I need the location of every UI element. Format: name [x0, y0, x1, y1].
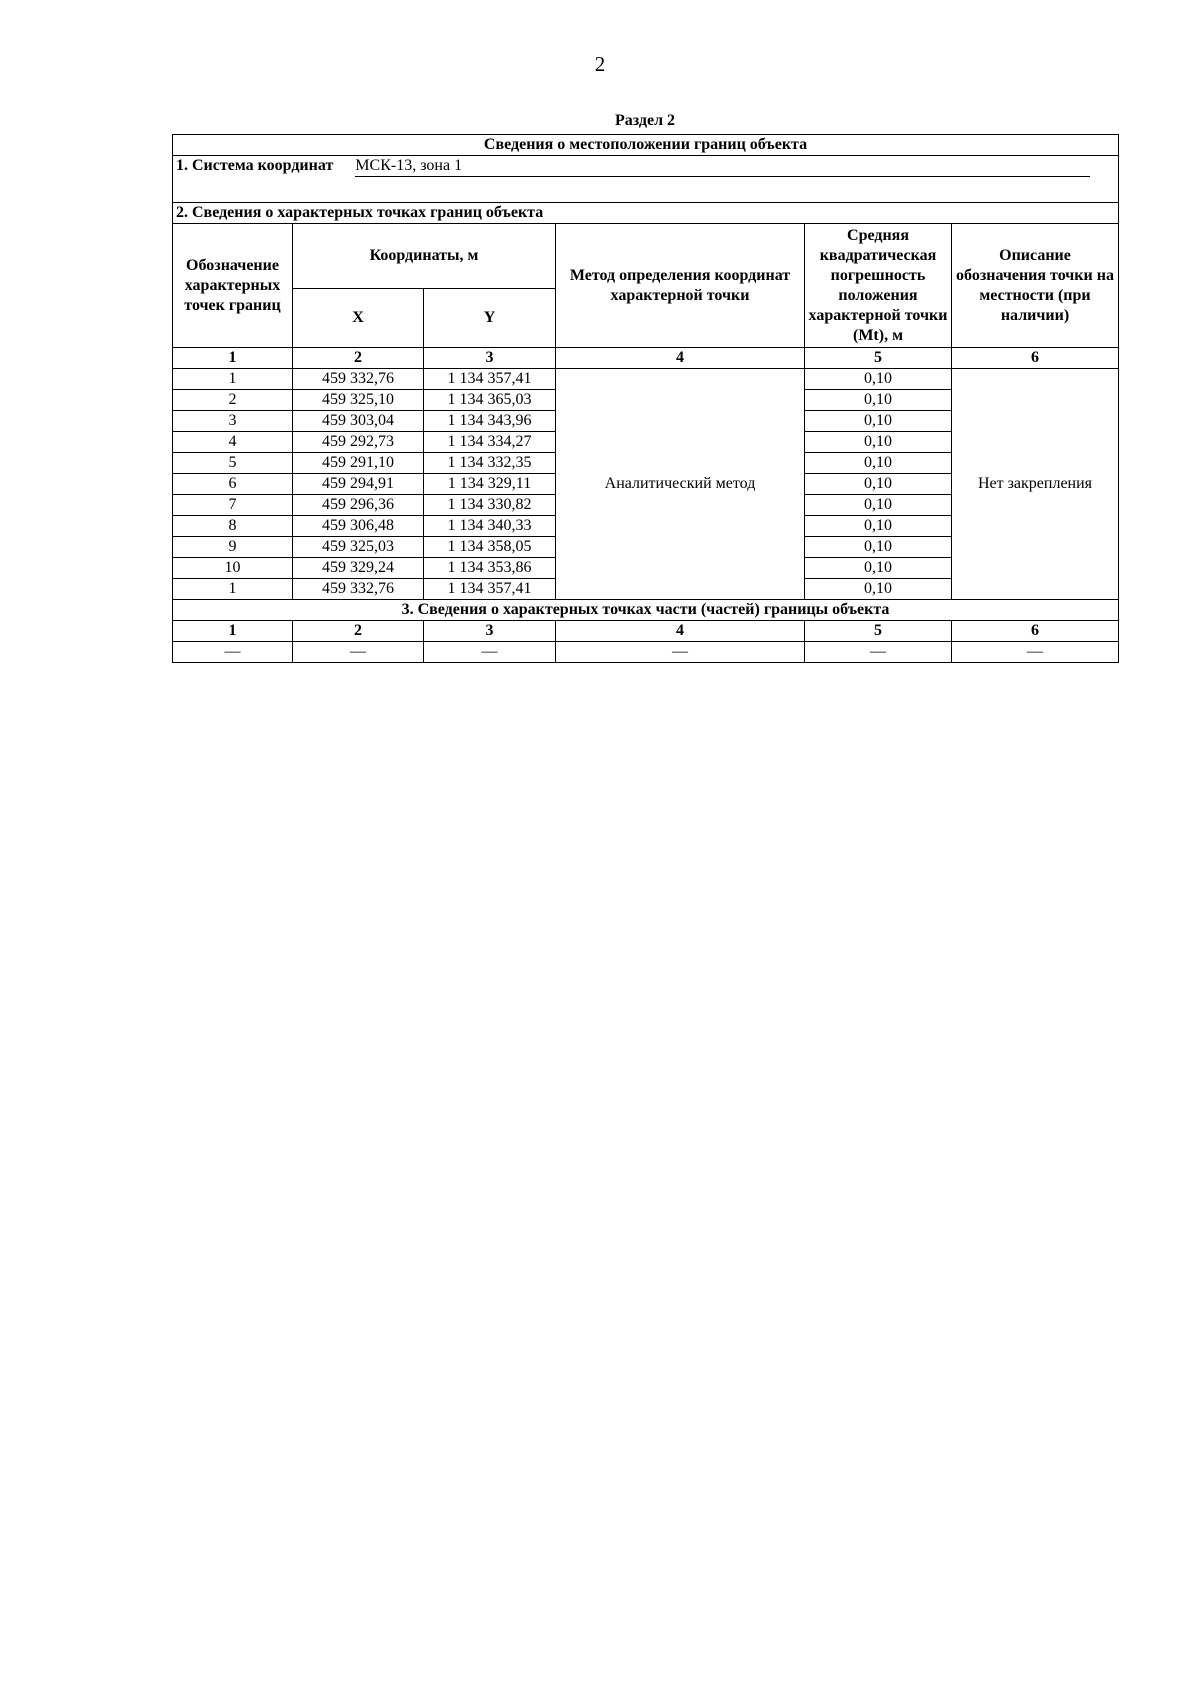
y-coordinate-cell: 1 134 332,35	[424, 453, 556, 474]
header-coords: Координаты, м	[293, 224, 556, 289]
column-number: 1	[173, 621, 293, 642]
point-id-cell: 7	[173, 495, 293, 516]
column-number: 3	[424, 348, 556, 369]
column-number: 2	[293, 348, 424, 369]
column-number: 3	[424, 621, 556, 642]
method-cell: Аналитический метод	[556, 369, 805, 600]
column-number: 4	[556, 348, 805, 369]
x-coordinate-cell: 459 325,03	[293, 537, 424, 558]
accuracy-cell: 0,10	[805, 411, 952, 432]
point-id-cell: 2	[173, 390, 293, 411]
column-number: 5	[805, 348, 952, 369]
boundary-table	[172, 134, 1119, 663]
accuracy-cell: 0,10	[805, 369, 952, 390]
column-number: 4	[556, 621, 805, 642]
point-id-cell: 1	[173, 579, 293, 600]
section-title: Раздел 2	[614, 112, 676, 129]
empty-cell: —	[952, 642, 1119, 663]
header-point-id: Обозначение характерных точек границ	[173, 224, 293, 348]
column-number: 1	[173, 348, 293, 369]
y-coordinate-cell: 1 134 329,11	[424, 474, 556, 495]
x-coordinate-cell: 459 306,48	[293, 516, 424, 537]
header-description: Описание обозначения точки на местности (при наличии)	[952, 224, 1119, 348]
coord-system-row	[173, 156, 1119, 203]
x-coordinate-cell: 459 294,91	[293, 474, 424, 495]
point-id-cell: 4	[173, 432, 293, 453]
x-coordinate-cell: 459 292,73	[293, 432, 424, 453]
accuracy-cell: 0,10	[805, 432, 952, 453]
header-accuracy: Средняя квадратическая погрешность положения характерной точки (Mt), м	[805, 224, 952, 348]
header-method: Метод определения координат характерной точки	[556, 224, 805, 348]
y-coordinate-cell: 1 134 353,86	[424, 558, 556, 579]
y-coordinate-cell: 1 134 340,33	[424, 516, 556, 537]
accuracy-cell: 0,10	[805, 516, 952, 537]
y-coordinate-cell: 1 134 334,27	[424, 432, 556, 453]
x-coordinate-cell: 459 325,10	[293, 390, 424, 411]
x-coordinate-cell: 459 291,10	[293, 453, 424, 474]
y-coordinate-cell: 1 134 365,03	[424, 390, 556, 411]
accuracy-cell: 0,10	[805, 390, 952, 411]
empty-cell: —	[424, 642, 556, 663]
x-coordinate-cell: 459 303,04	[293, 411, 424, 432]
column-number: 6	[952, 348, 1119, 369]
y-coordinate-cell: 1 134 358,05	[424, 537, 556, 558]
point-id-cell: 5	[173, 453, 293, 474]
parts-section-title: 3. Сведения о характерных точках части (частей) границы объекта	[173, 600, 1119, 621]
y-coordinate-cell: 1 134 357,41	[424, 369, 556, 390]
coord-system-value: МСК-13, зона 1	[355, 156, 1090, 177]
x-coordinate-cell: 459 296,36	[293, 495, 424, 516]
point-id-cell: 1	[173, 369, 293, 390]
accuracy-cell: 0,10	[805, 537, 952, 558]
column-numbers-row	[173, 348, 1119, 369]
table-title: Сведения о местоположении границ объекта	[173, 135, 1119, 156]
column-number: 5	[805, 621, 952, 642]
coord-system-label: 1. Система координат	[176, 157, 334, 174]
accuracy-cell: 0,10	[805, 453, 952, 474]
x-coordinate-cell: 459 332,76	[293, 369, 424, 390]
table-row	[173, 369, 1119, 390]
column-number: 6	[952, 621, 1119, 642]
y-coordinate-cell: 1 134 343,96	[424, 411, 556, 432]
y-coordinate-cell: 1 134 357,41	[424, 579, 556, 600]
y-coordinate-cell: 1 134 330,82	[424, 495, 556, 516]
header-x: X	[293, 289, 424, 348]
point-id-cell: 10	[173, 558, 293, 579]
x-coordinate-cell: 459 329,24	[293, 558, 424, 579]
point-id-cell: 6	[173, 474, 293, 495]
accuracy-cell: 0,10	[805, 495, 952, 516]
empty-cell: —	[173, 642, 293, 663]
point-id-cell: 8	[173, 516, 293, 537]
page-number: 2	[594, 52, 606, 76]
description-cell: Нет закрепления	[952, 369, 1119, 600]
empty-cell: —	[293, 642, 424, 663]
column-number: 2	[293, 621, 424, 642]
accuracy-cell: 0,10	[805, 579, 952, 600]
accuracy-cell: 0,10	[805, 474, 952, 495]
points-section-title: 2. Сведения о характерных точках границ объекта	[173, 203, 1119, 224]
empty-cell: —	[805, 642, 952, 663]
x-coordinate-cell: 459 332,76	[293, 579, 424, 600]
point-id-cell: 3	[173, 411, 293, 432]
point-id-cell: 9	[173, 537, 293, 558]
accuracy-cell: 0,10	[805, 558, 952, 579]
parts-empty-row	[173, 642, 1119, 663]
header-y: Y	[424, 289, 556, 348]
empty-cell: —	[556, 642, 805, 663]
parts-column-numbers-row	[173, 621, 1119, 642]
